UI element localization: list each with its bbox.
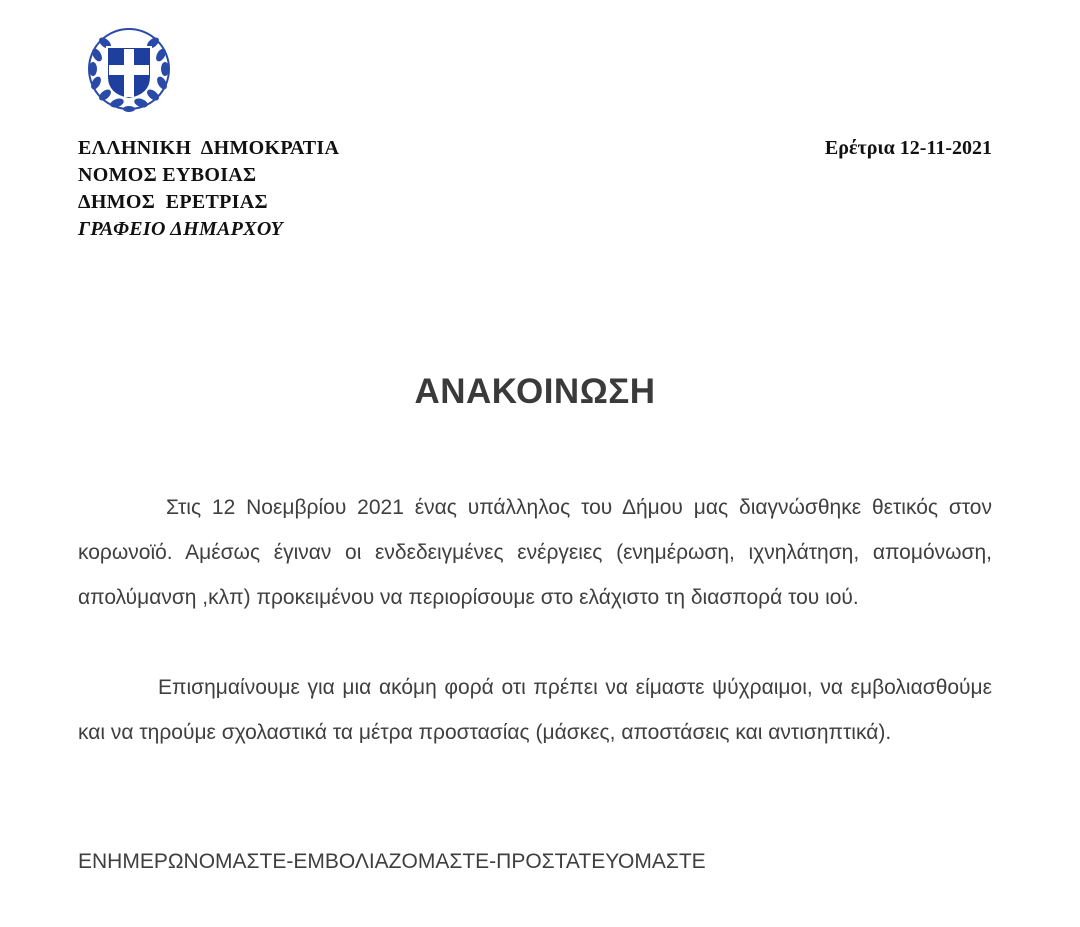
greek-coat-of-arms-icon [85, 25, 173, 113]
issuer-block [78, 135, 339, 243]
issuer-country: ΕΛΛΗΝΙΚΗ ΔΗΜΟΚΡΑΤΙΑ [78, 137, 340, 159]
paragraph-1: Στις 12 Νοεμβρίου 2021 ένας υπάλληλος του Δήμου μας διαγνώσθηκε θετικός στον κορωνοϊό. Αμέσως έγιναν οι ενδεδειγμένες ενέργειες (ενημέρωση, ιχνηλάτηση, απομόνωση, απολύμανση ,κλπ) προκειμένου να περιορίσουμε στο ελάχιστο τη διασπορά του ιού. [78, 496, 992, 609]
paragraph-2: Επισημαίνουμε για μια ακόμη φορά οτι πρέπει να είμαστε ψύχραιμοι, να εμβολιασθούμε και να τηρούμε σχολαστικά τα μέτρα προστασίας (μάσκες, αποστάσεις και αντισηπτικά). [78, 676, 992, 744]
date-line: Ερέτρια 12-11-2021 [824, 137, 992, 159]
document-title: ΑΝΑΚΟΙΝΩΣΗ [414, 372, 656, 411]
slogan: ΕΝΗΜΕΡΩΝΟΜΑΣΤΕ-ΕΜΒΟΛΙΑΖΟΜΑΣΤΕ-ΠΡΟΣΤΑΤΕΥΟΜΑΣΤΕ [78, 850, 706, 873]
issuer-municipality: ΔΗΜΟΣ ΕΡΕΤΡΙΑΣ [78, 191, 268, 213]
issuer-office: ΓΡΑΦΕΙΟ ΔΗΜΑΡΧΟΥ [78, 218, 284, 240]
issuer-prefecture: ΝΟΜΟΣ ΕΥΒΟΙΑΣ [78, 164, 257, 186]
